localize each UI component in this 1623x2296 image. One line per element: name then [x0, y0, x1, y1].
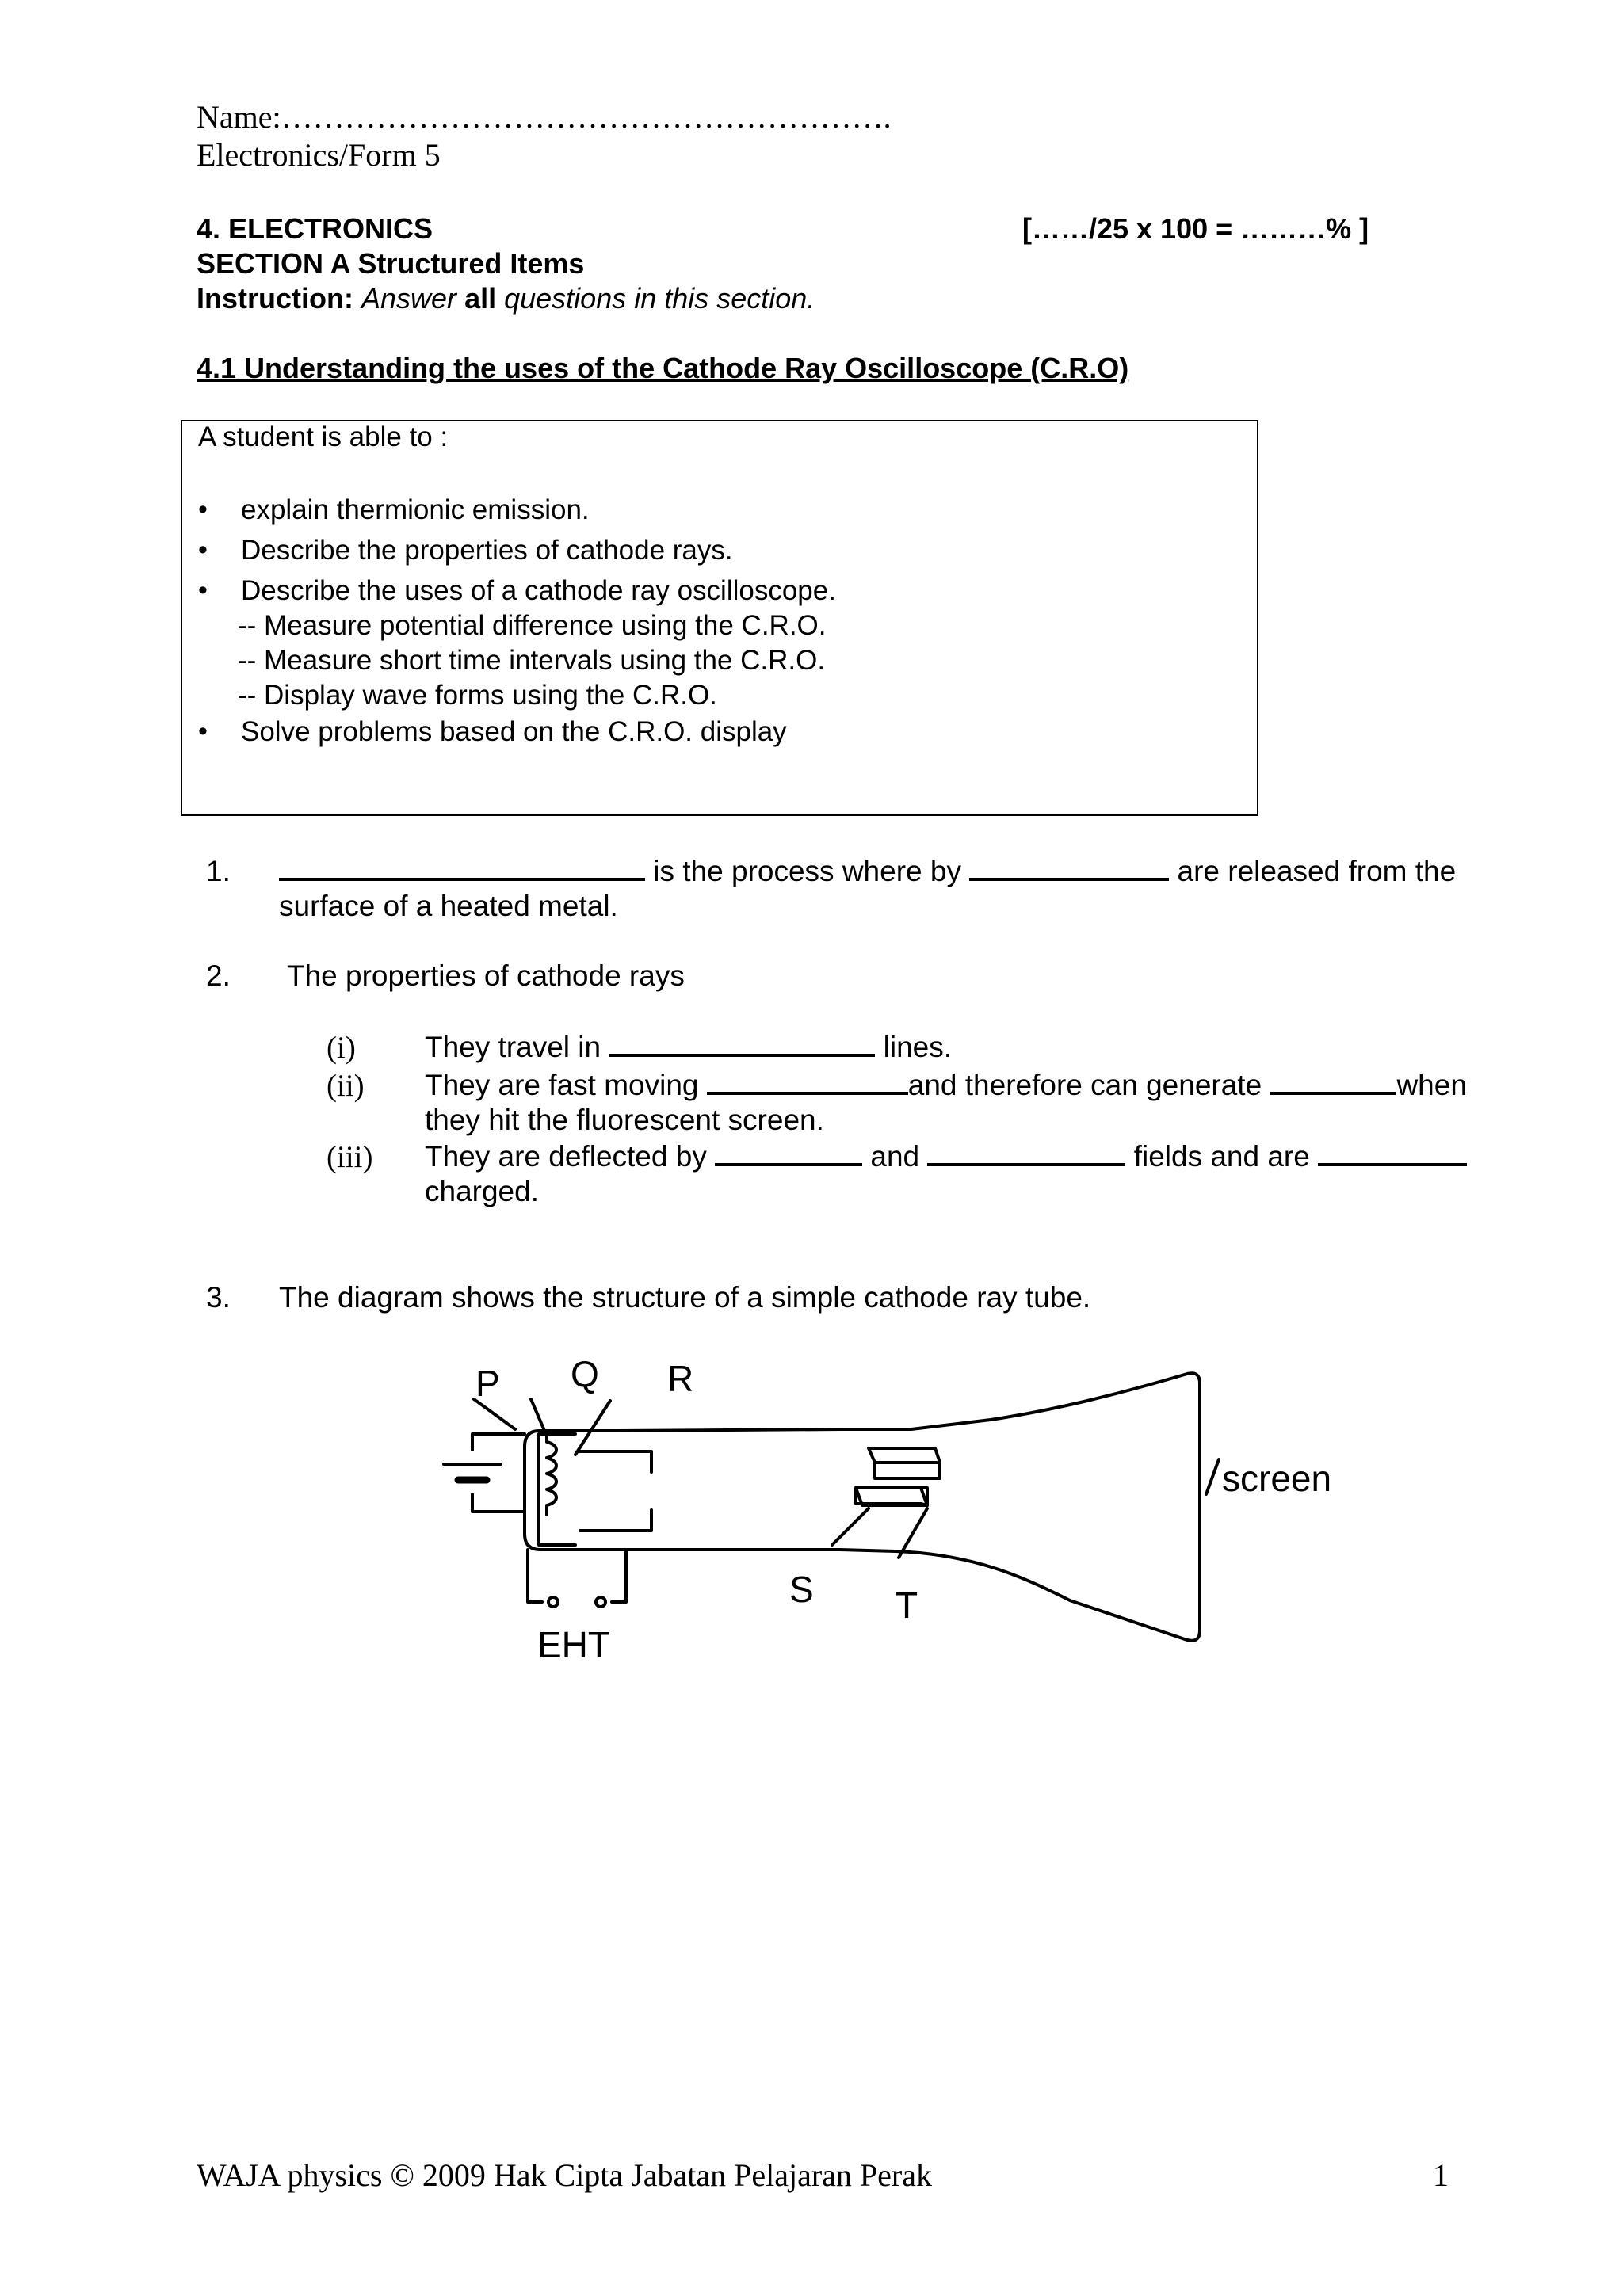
- chapter-title: 4. ELECTRONICS: [197, 212, 433, 245]
- page-number: 1: [1433, 2157, 1449, 2193]
- q2-item-iii: [425, 1139, 1467, 1174]
- q3-text: The diagram shows the structure of a simple cathode ray tube.: [279, 1281, 1091, 1314]
- q1-text-b: are released from the: [1177, 855, 1457, 887]
- q2-ii-text-b: and therefore can generate: [907, 1069, 1262, 1101]
- q2-item-i: [425, 1030, 952, 1065]
- answer-blank[interactable]: [715, 1139, 862, 1166]
- q2-stem: The properties of cathode rays: [287, 959, 685, 992]
- score-box: [……/25 x 100 = ………% ]: [1022, 212, 1369, 245]
- answer-blank[interactable]: [1318, 1139, 1467, 1166]
- q2-iii-text-c: fields and are: [1133, 1140, 1310, 1173]
- q2-ii-text-a: They are fast moving: [425, 1069, 699, 1101]
- q2-i-text-a: They travel in: [425, 1031, 601, 1063]
- q1-number: 1.: [206, 855, 231, 887]
- objective-item: Describe the uses of a cathode ray oscilloscope.: [241, 575, 836, 606]
- cathode-ray-tube-diagram: [420, 1347, 1371, 1680]
- instruction-text-1: Answer: [361, 282, 457, 315]
- q1-line-1: [279, 854, 1456, 889]
- name-field-line: Name:………………………………………………….: [197, 99, 892, 135]
- answer-blank[interactable]: [707, 1068, 908, 1095]
- objective-item: Describe the properties of cathode rays.: [241, 535, 733, 566]
- label-eht: EHT: [537, 1624, 610, 1665]
- instruction-line: [197, 282, 815, 315]
- objective-item: explain thermionic emission.: [241, 494, 590, 525]
- objectives-intro: A student is able to :: [198, 421, 449, 452]
- q2-item-ii: [425, 1068, 1467, 1103]
- label-q: Q: [571, 1353, 599, 1394]
- objective-subitem: -- Display wave forms using the C.R.O.: [238, 680, 717, 711]
- q2-number: 2.: [206, 959, 231, 992]
- q2-iii-text-a: They are deflected by: [425, 1140, 707, 1173]
- q2-ii-line-2: they hit the fluorescent screen.: [425, 1104, 824, 1136]
- class-line: Electronics/Form 5: [197, 137, 441, 173]
- label-p: P: [475, 1363, 500, 1404]
- objective-subitem: -- Measure potential difference using the C.R.O.: [238, 610, 827, 641]
- bullet-icon: •: [198, 716, 208, 746]
- q2-i-text-b: lines.: [883, 1031, 953, 1063]
- label-screen: screen: [1222, 1458, 1332, 1499]
- label-r: R: [667, 1358, 694, 1399]
- instruction-label: Instruction:: [197, 282, 353, 315]
- instruction-text-2: questions in this section.: [504, 282, 815, 315]
- footer-copyright: WAJA physics © 2009 Hak Cipta Jabatan Pelajaran Perak: [197, 2157, 932, 2193]
- answer-blank[interactable]: [969, 854, 1169, 881]
- instruction-bold: all: [464, 282, 497, 315]
- q1-text-a: is the process where by: [653, 855, 961, 887]
- objective-item: Solve problems based on the C.R.O. display: [241, 716, 787, 747]
- q2-ii-text-c: when: [1396, 1069, 1467, 1101]
- q2-roman-ii: (ii): [327, 1069, 365, 1103]
- q2-roman-iii: (iii): [327, 1140, 373, 1174]
- bullet-icon: •: [198, 535, 208, 565]
- q2-iii-text-b: and: [870, 1140, 920, 1173]
- bullet-icon: •: [198, 575, 208, 605]
- label-s: S: [789, 1569, 814, 1610]
- answer-blank[interactable]: [1270, 1068, 1396, 1095]
- answer-blank[interactable]: [609, 1030, 875, 1057]
- q2-roman-i: (i): [327, 1031, 356, 1065]
- q1-line-2: surface of a heated metal.: [279, 890, 618, 922]
- objective-subitem: -- Measure short time intervals using the C.R.O.: [238, 645, 826, 676]
- q2-iii-line-2: charged.: [425, 1175, 539, 1207]
- label-t: T: [896, 1585, 918, 1626]
- topic-heading: 4.1 Understanding the uses of the Cathode Ray Oscilloscope (C.R.O): [197, 352, 1129, 384]
- bullet-icon: •: [198, 494, 208, 524]
- q3-number: 3.: [206, 1281, 231, 1314]
- section-title: SECTION A Structured Items: [197, 247, 585, 280]
- answer-blank[interactable]: [927, 1139, 1125, 1166]
- answer-blank[interactable]: [279, 854, 645, 881]
- learning-objectives-box: [181, 420, 1258, 816]
